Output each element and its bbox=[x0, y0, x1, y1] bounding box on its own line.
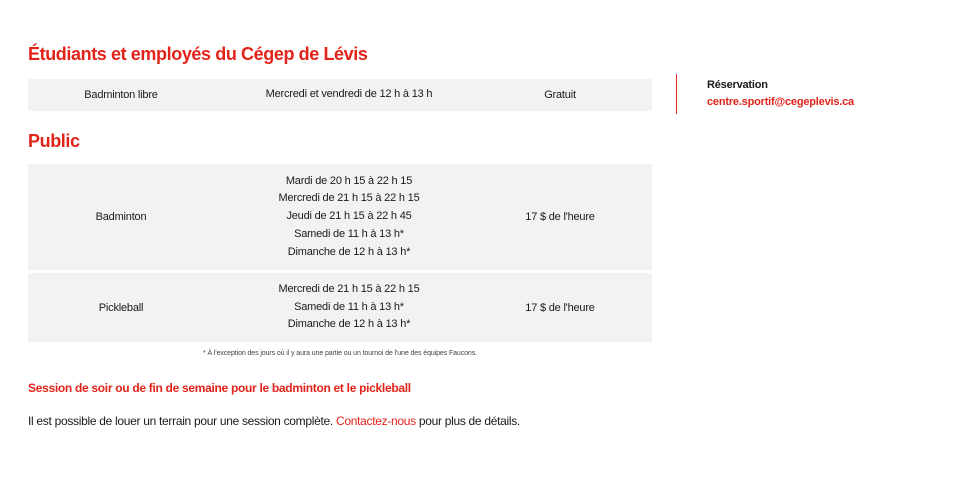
activity-cell: Badminton bbox=[95, 211, 147, 223]
footnote: * À l'exception des jours où il y aura une partie ou un tournoi de l'une des équipes Faucons. bbox=[203, 350, 477, 357]
price-cell: Gratuit bbox=[544, 89, 576, 101]
schedule-line: Dimanche de 12 h à 13 h* bbox=[287, 245, 411, 258]
public-heading: Public bbox=[28, 131, 80, 151]
reservation-label: Réservation bbox=[707, 79, 768, 91]
table-row bbox=[28, 79, 652, 111]
schedule-line: Mardi de 20 h 15 à 22 h 15 bbox=[285, 174, 413, 187]
schedule-cell bbox=[214, 164, 484, 270]
price-cell: 17 $ de l'heure bbox=[525, 301, 595, 314]
activity-cell: Pickleball bbox=[98, 301, 144, 314]
table-row bbox=[28, 273, 652, 342]
schedule-line: Mercredi de 21 h 15 à 22 h 15 bbox=[278, 192, 420, 205]
table-row bbox=[28, 164, 652, 270]
reservation-box bbox=[676, 74, 854, 114]
reservation-email-link[interactable]: centre.sportif@cegeplevis.ca bbox=[707, 96, 854, 108]
contact-link[interactable]: Contactez-nous bbox=[335, 414, 416, 428]
schedule-line: Mercredi de 21 h 15 à 22 h 15 bbox=[278, 282, 420, 295]
schedule-line: Samedi de 11 h à 13 h* bbox=[294, 300, 404, 313]
schedule-cell bbox=[214, 79, 484, 111]
schedule-line: Dimanche de 12 h à 13 h* bbox=[287, 318, 411, 331]
activity-cell: Badminton libre bbox=[84, 89, 158, 101]
session-text-before: Il est possible de louer un terrain pour une session complète. bbox=[28, 414, 336, 428]
schedule-line: Jeudi de 21 h 15 à 22 h 45 bbox=[286, 210, 412, 223]
students-heading: Étudiants et employés du Cégep de Lévis bbox=[28, 44, 368, 64]
schedule-cell bbox=[214, 273, 484, 342]
price-cell: 17 $ de l'heure bbox=[525, 211, 595, 223]
session-paragraph bbox=[28, 414, 520, 428]
session-text-after: pour plus de détails. bbox=[415, 414, 520, 428]
schedule-line: Mercredi et vendredi de 12 h à 13 h bbox=[265, 88, 433, 101]
session-heading: Session de soir ou de fin de semaine pour le badminton et le pickleball bbox=[28, 381, 411, 395]
schedule-line: Samedi de 11 h à 13 h* bbox=[294, 227, 404, 240]
